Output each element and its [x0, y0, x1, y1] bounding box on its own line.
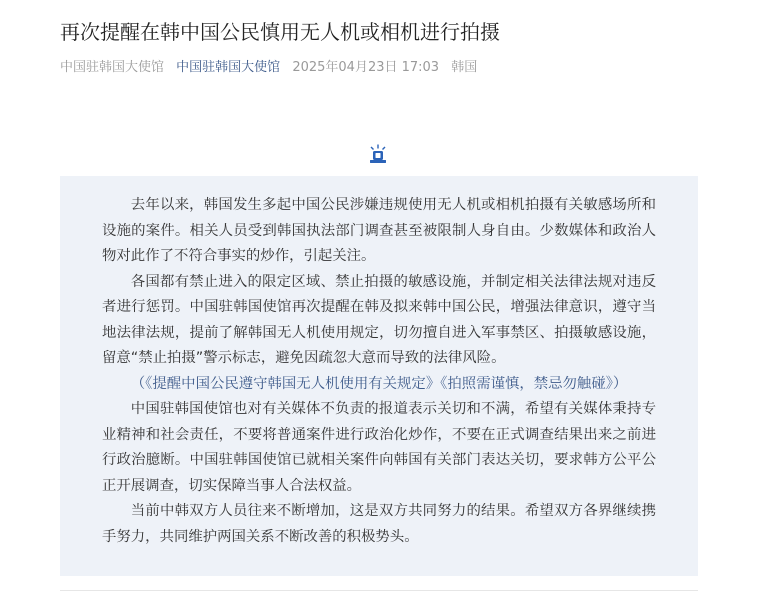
article-meta — [60, 60, 485, 76]
related-link-photo-caution[interactable]: 《拍照需谨慎，禁忌勿触碰》 — [440, 375, 613, 392]
body-paragraph: 当前中韩双方人员往来不断增加，这是双方共同努力的结果。希望双方各界继续携手努力，共同维护两国关系不断改善的积极势头。 — [102, 503, 656, 545]
article-title: 再次提醒在韩中国公民慎用无人机或相机进行拍摄 — [60, 20, 500, 44]
police-siren-icon — [369, 144, 387, 164]
body-paragraph: 各国都有禁止进入的限定区域、禁止拍摄的敏感设施，并制定相关法律法规对违反者进行惩罚。中国驻韩国使馆再次提醒在韩及拟来韩中国公民，增强法律意识，遵守当地法律法规，提前了解韩国无人机使用规定，切勿擅自进入军事禁区、拍摄敏感设施，留意“禁止拍摄”警示标志，避免因疏忽大意而导致的法律风险。 — [102, 273, 656, 366]
body-paragraph: 去年以来，韩国发生多起中国公民涉嫌违规使用无人机或相机拍摄有关敏感场所和设施的案件。相关人员受到韩国执法部门调查甚至被限制人身自由。少数媒体和政治人物对此作了不符合事实的炒作，引起关注。 — [102, 197, 656, 264]
source-label: 中国驻韩国大使馆 — [60, 60, 165, 75]
links-open-paren: （ — [130, 375, 146, 392]
related-links — [102, 372, 656, 398]
location-label: 韩国 — [451, 60, 478, 75]
related-link-drone-rules[interactable]: 《提醒中国公民遵守韩国无人机使用有关规定》 — [145, 375, 441, 392]
links-close-paren: ） — [612, 375, 628, 392]
author-link[interactable]: 中国驻韩国大使馆 — [176, 60, 281, 75]
publish-datetime: 2025年04月23日 17:03 — [292, 60, 440, 75]
article-body — [60, 176, 698, 576]
body-paragraph: 中国驻韩国使馆也对有关媒体不负责的报道表示关切和不满，希望有关媒体秉持专业精神和社会责任，不要将普通案件进行政治化炒作，不要在正式调查结果出来之前进行政治臆断。中国驻韩国使馆已就相关案件向韩国有关部门表达关切，要求韩方公平公正开展调查，切实保障当事人合法权益。 — [102, 401, 656, 494]
divider — [60, 590, 698, 591]
